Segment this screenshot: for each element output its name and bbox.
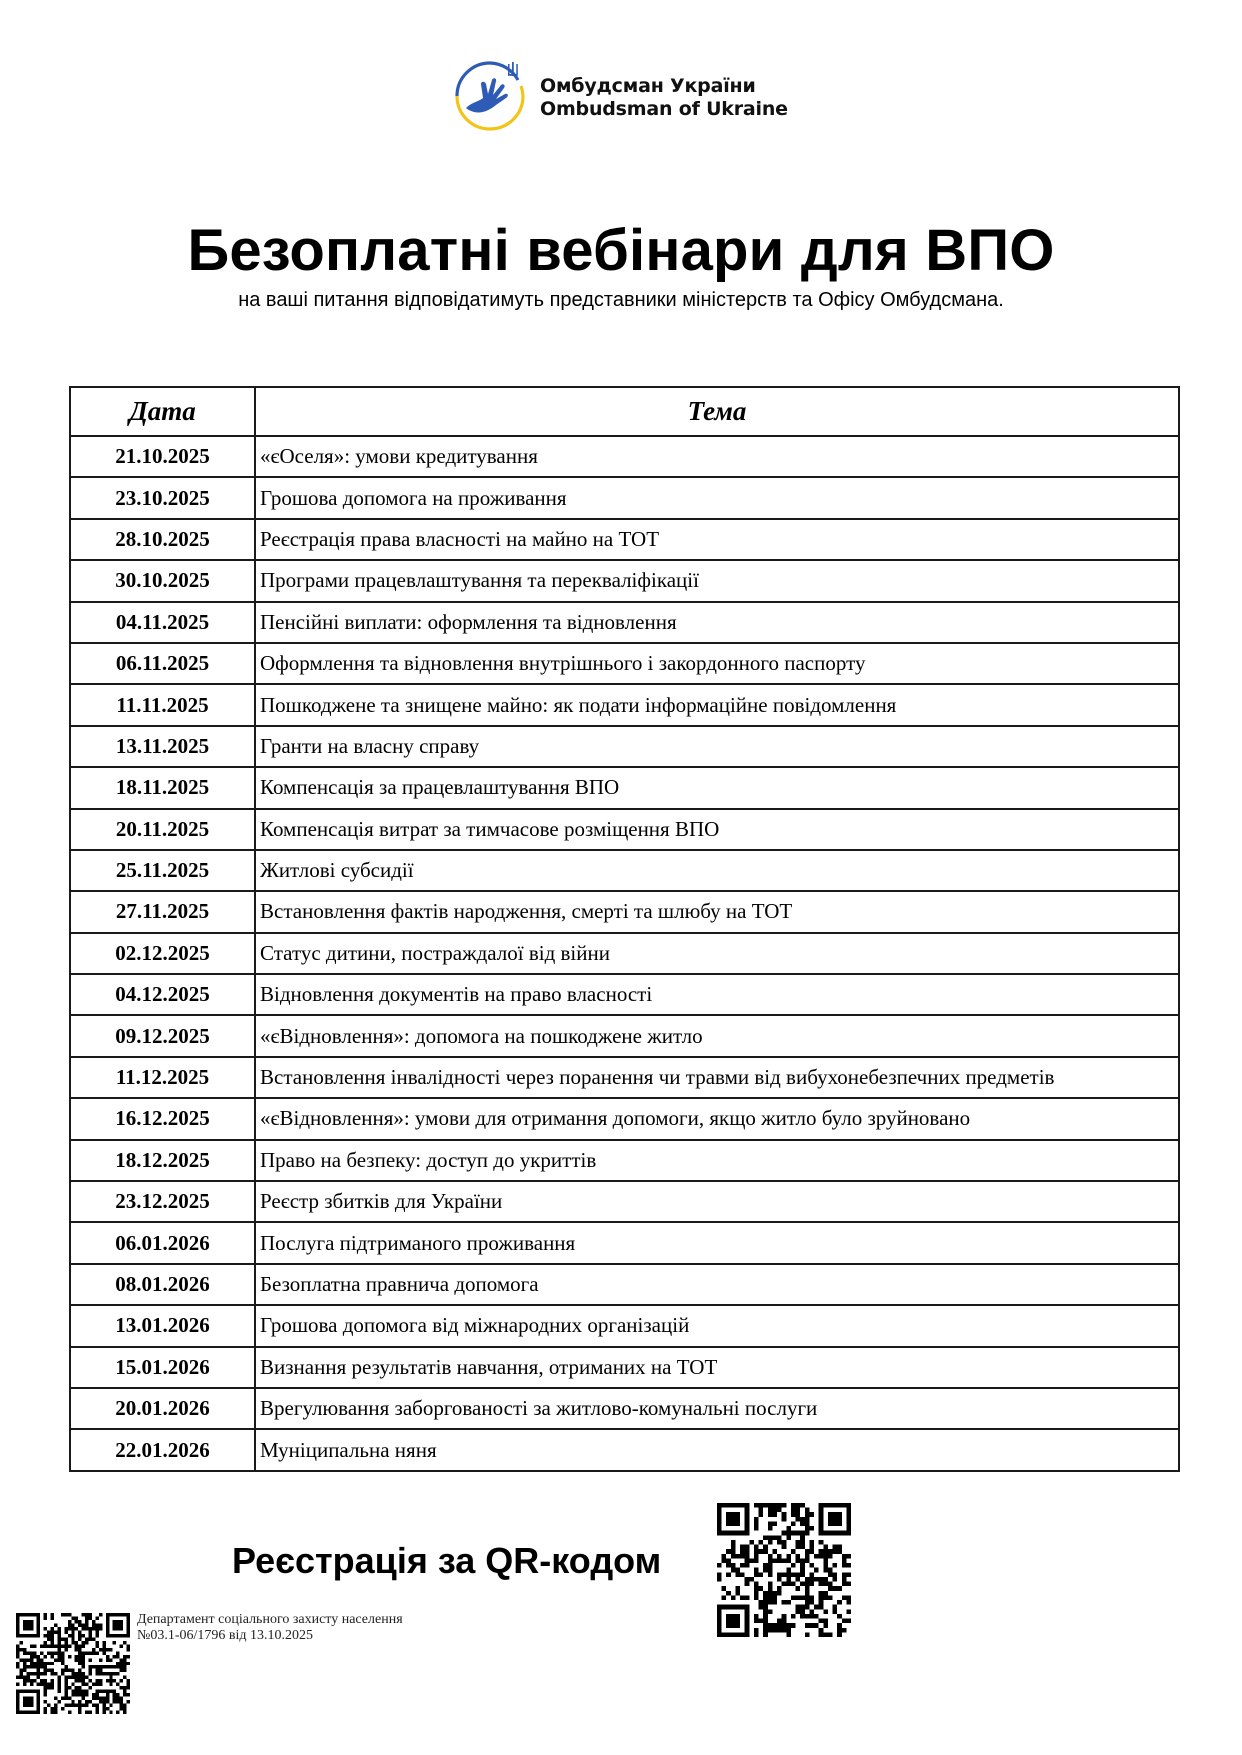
table-row	[70, 1388, 1179, 1429]
table-row	[70, 602, 1179, 643]
document-qr-code	[16, 1613, 130, 1714]
trident-icon	[508, 62, 518, 76]
table-row	[70, 1098, 1179, 1139]
webinar-date: 13.01.2026	[70, 1305, 255, 1346]
table-row	[70, 891, 1179, 932]
webinar-date: 08.01.2026	[70, 1264, 255, 1305]
webinar-date: 21.10.2025	[70, 436, 255, 477]
webinar-topic: Врегулювання заборгованості за житлово-комунальні послуги	[255, 1388, 1179, 1429]
column-header-date: Дата	[70, 387, 255, 436]
table-row	[70, 436, 1179, 477]
webinar-topic: Житлові субсидії	[255, 850, 1179, 891]
table-row	[70, 684, 1179, 725]
webinar-topic: Статус дитини, постраждалої від війни	[255, 933, 1179, 974]
table-row	[70, 809, 1179, 850]
ombudsman-logo	[452, 58, 792, 134]
table-row	[70, 850, 1179, 891]
webinar-date: 23.12.2025	[70, 1181, 255, 1222]
webinar-date: 16.12.2025	[70, 1098, 255, 1139]
webinar-topic: Оформлення та відновлення внутрішнього і закордонного паспорту	[255, 643, 1179, 684]
registration-qr-code[interactable]	[717, 1503, 851, 1637]
webinar-date: 20.11.2025	[70, 809, 255, 850]
webinar-topic: Муніципальна няня	[255, 1429, 1179, 1470]
webinar-date: 11.11.2025	[70, 684, 255, 725]
page-title: Безоплатні вебінари для ВПО	[187, 218, 1055, 283]
webinar-schedule-table	[69, 386, 1180, 1472]
webinar-date: 18.12.2025	[70, 1140, 255, 1181]
webinar-topic: Встановлення інвалідності через поранення чи травми від вибухонебезпечних предметів	[255, 1057, 1179, 1098]
webinar-date: 13.11.2025	[70, 726, 255, 767]
document-stamp	[137, 1612, 403, 1644]
webinar-topic: Компенсація витрат за тимчасове розміщення ВПО	[255, 809, 1179, 850]
webinar-date: 23.10.2025	[70, 477, 255, 518]
table-row	[70, 560, 1179, 601]
webinar-topic: Компенсація за працевлаштування ВПО	[255, 767, 1179, 808]
webinar-date: 15.01.2026	[70, 1347, 255, 1388]
webinar-date: 28.10.2025	[70, 519, 255, 560]
webinar-date: 09.12.2025	[70, 1015, 255, 1056]
table-row	[70, 1015, 1179, 1056]
webinar-date: 04.12.2025	[70, 974, 255, 1015]
table-row	[70, 1264, 1179, 1305]
logo-name-ua: Омбудсман України	[540, 75, 756, 97]
table-header-row	[70, 387, 1179, 436]
qr-code-icon	[16, 1613, 130, 1714]
webinar-topic: Безоплатна правнича допомога	[255, 1264, 1179, 1305]
webinar-date: 02.12.2025	[70, 933, 255, 974]
qr-code-icon	[717, 1503, 851, 1637]
table-row	[70, 933, 1179, 974]
table-row	[70, 519, 1179, 560]
table-row	[70, 643, 1179, 684]
webinar-topic: «єВідновлення»: допомога на пошкоджене житло	[255, 1015, 1179, 1056]
table-row	[70, 477, 1179, 518]
webinar-date: 20.01.2026	[70, 1388, 255, 1429]
webinar-topic: Програми працевлаштування та перекваліфікації	[255, 560, 1179, 601]
webinar-topic: Послуга підтриманого проживання	[255, 1222, 1179, 1263]
table-row	[70, 1347, 1179, 1388]
webinar-topic: Право на безпеку: доступ до укриттів	[255, 1140, 1179, 1181]
table-row	[70, 1057, 1179, 1098]
webinar-topic: Грошова допомога від міжнародних організацій	[255, 1305, 1179, 1346]
webinar-topic: «єОселя»: умови кредитування	[255, 436, 1179, 477]
webinar-topic: Встановлення фактів народження, смерті та шлюбу на ТОТ	[255, 891, 1179, 932]
table-row	[70, 974, 1179, 1015]
webinar-topic: Реєстр збитків для України	[255, 1181, 1179, 1222]
webinar-topic: «єВідновлення»: умови для отримання допомоги, якщо житло було зруйновано	[255, 1098, 1179, 1139]
page-subtitle: на ваші питання відповідатимуть представники міністерств та Офісу Омбудсмана.	[238, 289, 1004, 311]
stamp-reference: №03.1-06/1796 від 13.10.2025	[137, 1628, 314, 1643]
table-row	[70, 1181, 1179, 1222]
registration-label: Реєстрація за QR-кодом	[232, 1540, 662, 1581]
logo-name-en: Ombudsman of Ukraine	[540, 98, 788, 120]
table-row	[70, 1429, 1179, 1470]
webinar-date: 04.11.2025	[70, 602, 255, 643]
webinar-date: 06.01.2026	[70, 1222, 255, 1263]
stamp-department: Департамент соціального захисту населення	[137, 1612, 403, 1627]
webinar-topic: Грошова допомога на проживання	[255, 477, 1179, 518]
webinar-topic: Відновлення документів на право власності	[255, 974, 1179, 1015]
webinar-topic: Пошкоджене та знищене майно: як подати інформаційне повідомлення	[255, 684, 1179, 725]
webinar-date: 11.12.2025	[70, 1057, 255, 1098]
webinar-topic: Визнання результатів навчання, отриманих на ТОТ	[255, 1347, 1179, 1388]
webinar-topic: Гранти на власну справу	[255, 726, 1179, 767]
webinar-date: 18.11.2025	[70, 767, 255, 808]
webinar-date: 22.01.2026	[70, 1429, 255, 1470]
table-row	[70, 726, 1179, 767]
webinar-topic: Реєстрація права власності на майно на ТОТ	[255, 519, 1179, 560]
webinar-date: 27.11.2025	[70, 891, 255, 932]
table-row	[70, 1305, 1179, 1346]
webinar-topic: Пенсійні виплати: оформлення та відновлення	[255, 602, 1179, 643]
webinar-date: 30.10.2025	[70, 560, 255, 601]
table-row	[70, 767, 1179, 808]
table-row	[70, 1222, 1179, 1263]
table-row	[70, 1140, 1179, 1181]
column-header-topic: Тема	[255, 387, 1179, 436]
webinar-date: 06.11.2025	[70, 643, 255, 684]
webinar-date: 25.11.2025	[70, 850, 255, 891]
ombudsman-hand-dove-icon	[452, 58, 528, 134]
